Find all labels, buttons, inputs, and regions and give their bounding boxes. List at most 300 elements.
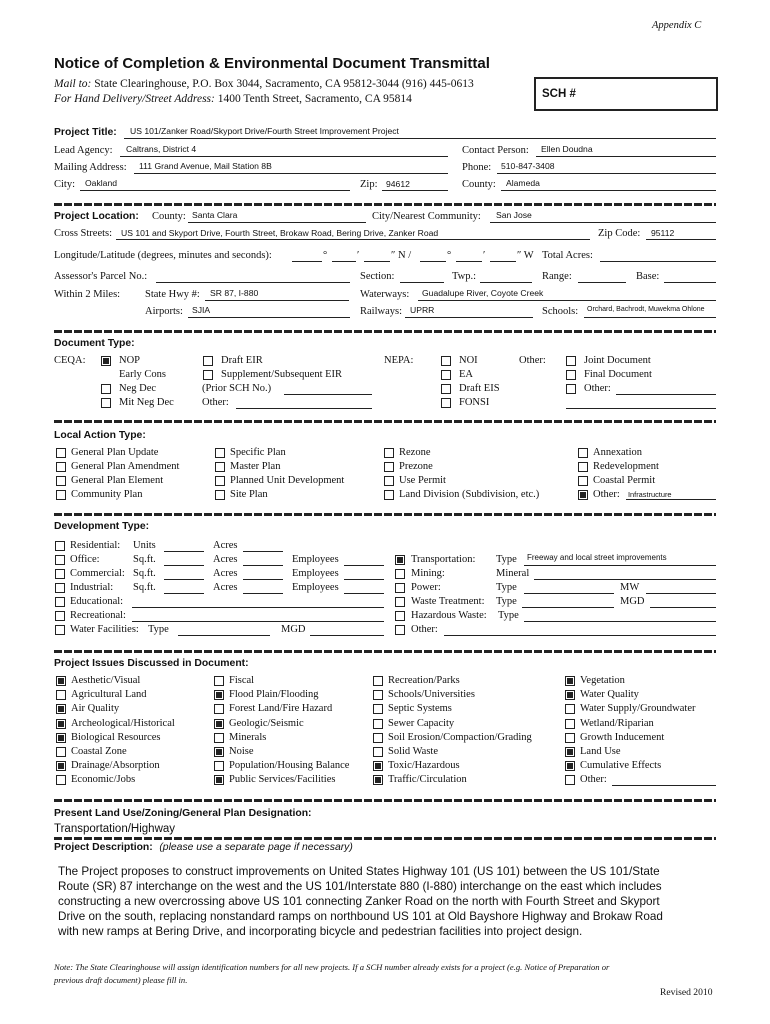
issue-label: Traffic/Circulation bbox=[388, 774, 467, 786]
recreational-label: Recreational: bbox=[70, 610, 126, 621]
county-field[interactable] bbox=[501, 190, 716, 191]
transport-type-label: Type bbox=[496, 554, 517, 565]
power-mw-label: MW bbox=[620, 582, 640, 593]
railways-label: Railways: bbox=[360, 306, 402, 317]
description-line: constructing a new overcrossing above US 101 connecting Zanker Road on the north with Fourth Street and Skyport bbox=[58, 895, 660, 908]
contact-person-field[interactable] bbox=[536, 156, 716, 157]
twp-field[interactable] bbox=[480, 282, 532, 283]
res-acres-field[interactable] bbox=[243, 551, 283, 552]
local-action-checkbox[interactable] bbox=[215, 490, 225, 500]
local-action-label: Other: bbox=[593, 489, 620, 500]
cross-streets-label: Cross Streets: bbox=[54, 228, 113, 239]
description-line: with new ramps at Bering Drive, and incorporating bicycle and pedestrian facilities into project design. bbox=[58, 925, 583, 938]
local-action-label: Specific Plan bbox=[230, 447, 286, 458]
total-acres-label: Total Acres: bbox=[542, 250, 593, 261]
mailing-address-value: 111 Grand Avenue, Mail Station 8B bbox=[139, 161, 272, 171]
issue-label: Fiscal bbox=[229, 675, 255, 686]
doc-other-checkbox[interactable] bbox=[566, 384, 576, 394]
section-divider bbox=[54, 837, 716, 840]
local-action-checkbox[interactable] bbox=[56, 448, 66, 458]
location-county-label: County: bbox=[152, 211, 186, 222]
issue-checkbox[interactable] bbox=[565, 733, 575, 743]
doc-other-field[interactable] bbox=[616, 394, 716, 395]
issue-checkbox[interactable] bbox=[373, 719, 383, 729]
issue-checkbox[interactable] bbox=[56, 676, 66, 686]
prior-sch-label: (Prior SCH No.) bbox=[202, 383, 272, 394]
issue-label: Public Services/Facilities bbox=[229, 774, 336, 786]
location-zip-value: 95112 bbox=[651, 228, 675, 238]
doc-other-label: Other: bbox=[519, 355, 546, 366]
local-action-checkbox[interactable] bbox=[578, 476, 588, 486]
noi-checkbox[interactable] bbox=[441, 356, 451, 366]
hand-delivery-line: For Hand Delivery/Street Address: 1400 Tenth Street, Sacramento, CA 95814 bbox=[54, 93, 412, 105]
office-sqft-field[interactable] bbox=[164, 565, 204, 566]
local-action-checkbox[interactable] bbox=[215, 476, 225, 486]
waste-type-field[interactable] bbox=[522, 607, 614, 608]
local-action-label: Master Plan bbox=[230, 461, 281, 472]
transportation-checkbox[interactable] bbox=[395, 555, 405, 565]
issue-checkbox[interactable] bbox=[565, 761, 575, 771]
lead-agency-value: Caltrans, District 4 bbox=[126, 144, 197, 154]
state-hwy-label: State Hwy #: bbox=[145, 289, 200, 300]
joint-document-label: Joint Document bbox=[584, 355, 651, 366]
industrial-checkbox[interactable] bbox=[55, 583, 65, 593]
issue-checkbox[interactable] bbox=[565, 719, 575, 729]
issue-label: Geologic/Seismic bbox=[229, 717, 304, 729]
water-type-field[interactable] bbox=[178, 635, 270, 636]
schools-field[interactable] bbox=[584, 317, 716, 318]
mineral-label: Mineral bbox=[496, 568, 530, 579]
issue-checkbox[interactable] bbox=[373, 690, 383, 700]
project-description-heading: Project Description: bbox=[54, 842, 153, 853]
dev-other-field[interactable] bbox=[444, 635, 716, 636]
water-mgd-label: MGD bbox=[281, 624, 306, 635]
recreational-checkbox[interactable] bbox=[55, 611, 65, 621]
lat-deg-field[interactable] bbox=[292, 261, 322, 262]
dev-other-label: Other: bbox=[411, 624, 438, 635]
mit-neg-dec-label: Mit Neg Dec bbox=[119, 397, 174, 408]
power-type-field[interactable] bbox=[524, 593, 614, 594]
section-divider bbox=[54, 650, 716, 653]
state-hwy-value: SR 87, I-880 bbox=[210, 288, 259, 298]
issue-checkbox[interactable] bbox=[56, 733, 66, 743]
water-facilities-label: Water Facilities: bbox=[70, 624, 139, 635]
community-field[interactable] bbox=[490, 222, 716, 223]
local-action-checkbox[interactable] bbox=[56, 490, 66, 500]
issue-checkbox[interactable] bbox=[56, 704, 66, 714]
issue-label: Minerals bbox=[229, 731, 267, 743]
min-symbol: ′ bbox=[483, 250, 486, 261]
power-label: Power: bbox=[411, 582, 441, 593]
issue-label: Forest Land/Fire Hazard bbox=[229, 703, 333, 715]
issue-label: Soil Erosion/Compaction/Grading bbox=[388, 731, 532, 743]
long-sec-field[interactable] bbox=[490, 261, 516, 262]
twp-label: Twp.: bbox=[452, 271, 477, 282]
issue-label: Septic Systems bbox=[388, 703, 452, 715]
commercial-sqft-field[interactable] bbox=[164, 579, 204, 580]
issue-label: Air Quality bbox=[71, 703, 120, 715]
local-action-checkbox[interactable] bbox=[215, 448, 225, 458]
base-label: Base: bbox=[636, 271, 660, 282]
early-cons-label: Early Cons bbox=[119, 369, 166, 380]
project-title-label: Project Title: bbox=[54, 127, 117, 138]
latlong-label: Longitude/Latitude (degrees, minutes and seconds): bbox=[54, 250, 272, 261]
local-action-label: Community Plan bbox=[71, 489, 143, 500]
zip-label: Zip: bbox=[360, 179, 378, 190]
deg-symbol: ° bbox=[323, 250, 328, 261]
long-deg-field[interactable] bbox=[420, 261, 446, 262]
schools-label: Schools: bbox=[542, 306, 579, 317]
issue-label: Land Use bbox=[580, 746, 621, 757]
nop-checkbox[interactable] bbox=[101, 356, 111, 366]
local-action-label: General Plan Update bbox=[71, 447, 159, 458]
land-use-heading: Present Land Use/Zoning/General Plan Designation: bbox=[54, 808, 312, 819]
sch-number-box[interactable] bbox=[534, 77, 718, 111]
local-action-checkbox[interactable] bbox=[578, 490, 588, 500]
issue-checkbox[interactable] bbox=[373, 775, 383, 785]
state-hwy-field[interactable] bbox=[205, 300, 349, 301]
ceqa-other-field[interactable] bbox=[236, 408, 372, 409]
issue-label: Biological Resources bbox=[71, 731, 161, 743]
issue-checkbox[interactable] bbox=[214, 761, 224, 771]
min-symbol: ′ bbox=[357, 250, 360, 261]
county-label: County: bbox=[462, 179, 496, 190]
educational-field[interactable] bbox=[132, 607, 384, 608]
location-county-value: Santa Clara bbox=[192, 210, 238, 220]
cross-streets-field[interactable] bbox=[116, 239, 590, 240]
location-county-field[interactable] bbox=[188, 222, 366, 223]
waste-treatment-label: Waste Treatment: bbox=[411, 596, 485, 607]
community-label: City/Nearest Community: bbox=[372, 211, 481, 222]
waste-treatment-checkbox[interactable] bbox=[395, 597, 405, 607]
local-action-checkbox[interactable] bbox=[384, 476, 394, 486]
development-type-heading: Development Type: bbox=[54, 521, 150, 532]
issue-label: Other: bbox=[580, 774, 607, 786]
issue-label: Schools/Universities bbox=[388, 689, 475, 701]
land-use-value: Transportation/Highway bbox=[54, 823, 176, 835]
issue-label: Sewer Capacity bbox=[388, 717, 455, 729]
long-min-field[interactable] bbox=[456, 261, 482, 262]
waterways-label: Waterways: bbox=[360, 289, 410, 300]
project-description-note: (please use a separate page if necessary) bbox=[159, 842, 353, 853]
draft-eis-label: Draft EIS bbox=[459, 383, 500, 394]
issue-label: Water Quality bbox=[580, 689, 639, 701]
nop-label: NOP bbox=[119, 355, 141, 366]
section-divider bbox=[54, 799, 716, 802]
issue-label: Economic/Jobs bbox=[71, 774, 136, 786]
recreational-field[interactable] bbox=[132, 621, 384, 622]
issue-label: Solid Waste bbox=[388, 746, 439, 757]
zip-field[interactable] bbox=[382, 190, 448, 191]
form-title: Notice of Completion & Environmental Document Transmittal bbox=[54, 55, 490, 72]
local-action-checkbox[interactable] bbox=[384, 462, 394, 472]
commercial-acres-field[interactable] bbox=[243, 579, 283, 580]
doc-other-field-label: Other: bbox=[584, 383, 611, 394]
local-action-label: General Plan Element bbox=[71, 475, 164, 486]
mit-neg-dec-checkbox[interactable] bbox=[101, 398, 111, 408]
mail-to-line: Mail to: State Clearinghouse, P.O. Box 3044, Sacramento, CA 95812-3044 (916) 445-0613 bbox=[54, 78, 474, 90]
local-action-label: Land Division (Subdivision, etc.) bbox=[399, 489, 540, 500]
county-value: Alameda bbox=[506, 178, 540, 188]
issue-label: Toxic/Hazardous bbox=[388, 760, 460, 772]
sch-label: SCH # bbox=[542, 88, 576, 100]
contact-person-label: Contact Person: bbox=[462, 145, 529, 156]
fonsi-checkbox[interactable] bbox=[441, 398, 451, 408]
issue-label: Flood Plain/Flooding bbox=[229, 689, 319, 701]
location-zip-field[interactable] bbox=[646, 239, 716, 240]
dev-other-checkbox[interactable] bbox=[395, 625, 405, 635]
issue-label: Cumulative Effects bbox=[580, 760, 662, 772]
appendix-label: Appendix C bbox=[652, 20, 702, 31]
apn-label: Assessor's Parcel No.: bbox=[54, 271, 148, 282]
local-action-checkbox[interactable] bbox=[578, 462, 588, 472]
supplement-eir-label: Supplement/Subsequent EIR bbox=[221, 369, 343, 380]
draft-eis-checkbox[interactable] bbox=[441, 384, 451, 394]
apn-field[interactable] bbox=[156, 282, 350, 283]
issue-label: Population/Housing Balance bbox=[229, 760, 350, 772]
waterways-field[interactable] bbox=[418, 300, 716, 301]
ea-checkbox[interactable] bbox=[441, 370, 451, 380]
issue-checkbox[interactable] bbox=[214, 690, 224, 700]
issue-checkbox[interactable] bbox=[373, 676, 383, 686]
issue-label: Coastal Zone bbox=[71, 746, 127, 757]
lead-agency-field[interactable] bbox=[120, 156, 448, 157]
issue-checkbox[interactable] bbox=[56, 690, 66, 700]
doc-other-field-2[interactable] bbox=[566, 408, 716, 409]
section-divider bbox=[54, 203, 716, 206]
office-acres-field[interactable] bbox=[243, 565, 283, 566]
office-checkbox[interactable] bbox=[55, 555, 65, 565]
mining-checkbox[interactable] bbox=[395, 569, 405, 579]
commercial-checkbox[interactable] bbox=[55, 569, 65, 579]
power-checkbox[interactable] bbox=[395, 583, 405, 593]
local-action-other-field[interactable] bbox=[626, 499, 716, 500]
document-type-heading: Document Type: bbox=[54, 338, 135, 349]
schools-value: Orchard, Bachrodt, Muwekma Ohlone bbox=[587, 306, 705, 313]
educational-checkbox[interactable] bbox=[55, 597, 65, 607]
issue-checkbox[interactable] bbox=[56, 761, 66, 771]
local-action-label: General Plan Amendment bbox=[71, 461, 180, 472]
issue-checkbox[interactable] bbox=[373, 747, 383, 757]
educational-label: Educational: bbox=[70, 596, 124, 607]
issue-checkbox[interactable] bbox=[214, 676, 224, 686]
issue-label: Growth Inducement bbox=[580, 731, 665, 743]
range-field[interactable] bbox=[578, 282, 626, 283]
airports-field[interactable] bbox=[188, 317, 350, 318]
transport-type-value: Freeway and local street improvements bbox=[527, 553, 667, 562]
issue-label: Recreation/Parks bbox=[388, 675, 460, 686]
project-title-field[interactable] bbox=[124, 138, 716, 139]
cross-streets-value: US 101 and Skyport Drive, Fourth Street, Brokaw Road, Bering Drive, Zanker Road bbox=[121, 228, 439, 238]
description-line: Drive on the south, replacing nonstandard ramps on northbound US 101 at Old Bayshore Highway and Brokaw Road bbox=[58, 910, 663, 923]
ea-label: EA bbox=[459, 369, 473, 380]
issue-checkbox[interactable] bbox=[373, 704, 383, 714]
local-action-label: Rezone bbox=[399, 447, 431, 458]
issue-checkbox[interactable] bbox=[565, 676, 575, 686]
issue-label: Vegetation bbox=[580, 675, 625, 686]
project-description-heading-row bbox=[54, 842, 353, 853]
joint-document-checkbox[interactable] bbox=[566, 356, 576, 366]
fonsi-label: FONSI bbox=[459, 397, 490, 408]
industrial-acres-field[interactable] bbox=[243, 593, 283, 594]
transportation-label: Transportation: bbox=[411, 554, 476, 565]
community-value: San Jose bbox=[496, 210, 532, 220]
issue-label: Noise bbox=[229, 746, 254, 757]
local-action-label: Annexation bbox=[593, 447, 642, 458]
issue-checkbox[interactable] bbox=[56, 775, 66, 785]
phone-field[interactable] bbox=[497, 173, 716, 174]
phone-label: Phone: bbox=[462, 162, 492, 173]
hazardous-type-field[interactable] bbox=[524, 621, 716, 622]
issue-label: Archeological/Historical bbox=[71, 717, 175, 729]
city-field[interactable] bbox=[80, 190, 350, 191]
railways-field[interactable] bbox=[405, 317, 533, 318]
supplement-eir-checkbox[interactable] bbox=[203, 370, 213, 380]
issue-checkbox[interactable] bbox=[56, 719, 66, 729]
industrial-acres-label: Acres bbox=[213, 582, 238, 593]
units-field[interactable] bbox=[164, 551, 204, 552]
section-label: Section: bbox=[360, 271, 395, 282]
project-issues-heading: Project Issues Discussed in Document: bbox=[54, 658, 249, 669]
issue-checkbox[interactable] bbox=[565, 690, 575, 700]
local-action-checkbox[interactable] bbox=[56, 476, 66, 486]
local-action-checkbox[interactable] bbox=[384, 448, 394, 458]
draft-eir-checkbox[interactable] bbox=[203, 356, 213, 366]
local-action-label: Redevelopment bbox=[593, 461, 659, 472]
footer-note-line-1: Note: The State Clearinghouse will assign identification numbers for all new projects. If a SCH number already exists for a project (e.g. Notice of Preparation or bbox=[54, 962, 610, 972]
prior-sch-field[interactable] bbox=[284, 394, 372, 395]
total-acres-field[interactable] bbox=[600, 261, 716, 262]
issue-checkbox[interactable] bbox=[214, 704, 224, 714]
res-acres-label: Acres bbox=[213, 540, 238, 551]
office-acres-label: Acres bbox=[213, 554, 238, 565]
ceqa-other-label: Other: bbox=[202, 397, 229, 408]
commercial-sqft-label: Sq.ft. bbox=[133, 568, 156, 579]
section-divider bbox=[54, 420, 716, 423]
local-action-label: Prezone bbox=[399, 461, 433, 472]
local-action-other-value: Infrastructure bbox=[628, 490, 672, 499]
issues-other-field[interactable] bbox=[612, 785, 716, 786]
project-title-value: US 101/Zanker Road/Skyport Drive/Fourth Street Improvement Project bbox=[130, 126, 399, 136]
description-line: Route (SR) 87 interchange on the west and the US 101/Interstate 880 (I-880) interchange on the east which includes bbox=[58, 880, 662, 893]
base-field[interactable] bbox=[664, 282, 716, 283]
commercial-acres-label: Acres bbox=[213, 568, 238, 579]
ceqa-label: CEQA: bbox=[54, 355, 86, 366]
local-action-label: Use Permit bbox=[399, 475, 446, 486]
local-action-label: Coastal Permit bbox=[593, 475, 656, 486]
residential-label: Residential: bbox=[70, 540, 121, 551]
issue-label: Water Supply/Groundwater bbox=[580, 703, 696, 715]
issue-checkbox[interactable] bbox=[565, 704, 575, 714]
mailing-address-field[interactable] bbox=[134, 173, 448, 174]
mineral-field[interactable] bbox=[534, 579, 716, 580]
location-zip-label: Zip Code: bbox=[598, 228, 641, 239]
issue-checkbox[interactable] bbox=[565, 747, 575, 757]
local-action-checkbox[interactable] bbox=[578, 448, 588, 458]
local-action-checkbox[interactable] bbox=[56, 462, 66, 472]
power-type-label: Type bbox=[496, 582, 517, 593]
power-mw-field[interactable] bbox=[646, 593, 716, 594]
office-label: Office: bbox=[70, 554, 100, 565]
mailing-address-label: Mailing Address: bbox=[54, 162, 127, 173]
neg-dec-label: Neg Dec bbox=[119, 383, 157, 394]
waste-mgd-field[interactable] bbox=[650, 607, 716, 608]
railways-value: UPRR bbox=[410, 305, 435, 315]
residential-checkbox[interactable] bbox=[55, 541, 65, 551]
long-w-label: ″ W bbox=[517, 250, 534, 261]
issue-checkbox[interactable] bbox=[214, 719, 224, 729]
phone-value: 510-847-3408 bbox=[501, 161, 555, 171]
issue-checkbox[interactable] bbox=[373, 761, 383, 771]
range-label: Range: bbox=[542, 271, 572, 282]
waterways-value: Guadalupe River, Coyote Creek bbox=[422, 288, 544, 298]
water-type-label: Type bbox=[148, 624, 169, 635]
lead-agency-label: Lead Agency: bbox=[54, 145, 113, 156]
draft-eir-label: Draft EIR bbox=[221, 355, 263, 366]
industrial-sqft-label: Sq.ft. bbox=[133, 582, 156, 593]
issue-label: Wetland/Riparian bbox=[580, 717, 654, 729]
local-action-checkbox[interactable] bbox=[384, 490, 394, 500]
local-action-heading: Local Action Type: bbox=[54, 430, 146, 441]
units-label: Units bbox=[133, 540, 156, 551]
lat-min-field[interactable] bbox=[332, 261, 356, 262]
neg-dec-checkbox[interactable] bbox=[101, 384, 111, 394]
local-action-label: Planned Unit Development bbox=[230, 475, 345, 486]
revised-date: Revised 2010 bbox=[660, 987, 713, 998]
issue-checkbox[interactable] bbox=[373, 733, 383, 743]
office-employees-label: Employees bbox=[292, 554, 339, 565]
local-action-checkbox[interactable] bbox=[215, 462, 225, 472]
final-document-checkbox[interactable] bbox=[566, 370, 576, 380]
nepa-label: NEPA: bbox=[384, 355, 414, 366]
lat-n-label: ″ N / bbox=[391, 250, 412, 261]
issue-label: Aesthetic/Visual bbox=[71, 675, 141, 686]
local-action-label: Site Plan bbox=[230, 489, 268, 500]
description-line: The Project proposes to construct improvements on United States Highway 101 (US 101) between the US 101/State bbox=[58, 865, 660, 878]
airports-label: Airports: bbox=[145, 306, 183, 317]
issue-checkbox[interactable] bbox=[56, 747, 66, 757]
industrial-employees-label: Employees bbox=[292, 582, 339, 593]
final-document-label: Final Document bbox=[584, 369, 652, 380]
section-field[interactable] bbox=[400, 282, 444, 283]
city-value: Oakland bbox=[85, 178, 118, 188]
industrial-sqft-field[interactable] bbox=[164, 593, 204, 594]
water-mgd-field[interactable] bbox=[310, 635, 384, 636]
hazardous-waste-checkbox[interactable] bbox=[395, 611, 405, 621]
hazardous-waste-label: Hazardous Waste: bbox=[411, 610, 487, 621]
deg-symbol: ° bbox=[447, 250, 452, 261]
project-description-text bbox=[58, 864, 663, 939]
water-facilities-checkbox[interactable] bbox=[55, 625, 65, 635]
industrial-label: Industrial: bbox=[70, 582, 114, 593]
airports-value: SJIA bbox=[192, 305, 211, 315]
transport-type-field[interactable] bbox=[524, 565, 716, 566]
waste-type-label: Type bbox=[496, 596, 517, 607]
city-label: City: bbox=[54, 179, 76, 190]
industrial-employees-field[interactable] bbox=[344, 593, 384, 594]
office-employees-field[interactable] bbox=[344, 565, 384, 566]
issue-checkbox[interactable] bbox=[214, 775, 224, 785]
issue-checkbox[interactable] bbox=[214, 733, 224, 743]
commercial-employees-label: Employees bbox=[292, 568, 339, 579]
noi-label: NOI bbox=[459, 355, 478, 366]
issue-checkbox[interactable] bbox=[214, 747, 224, 757]
issue-checkbox[interactable] bbox=[565, 775, 575, 785]
issue-label: Agricultural Land bbox=[71, 689, 147, 701]
within-2-miles-label: Within 2 Miles: bbox=[54, 289, 121, 300]
lat-sec-field[interactable] bbox=[364, 261, 390, 262]
commercial-employees-field[interactable] bbox=[344, 579, 384, 580]
